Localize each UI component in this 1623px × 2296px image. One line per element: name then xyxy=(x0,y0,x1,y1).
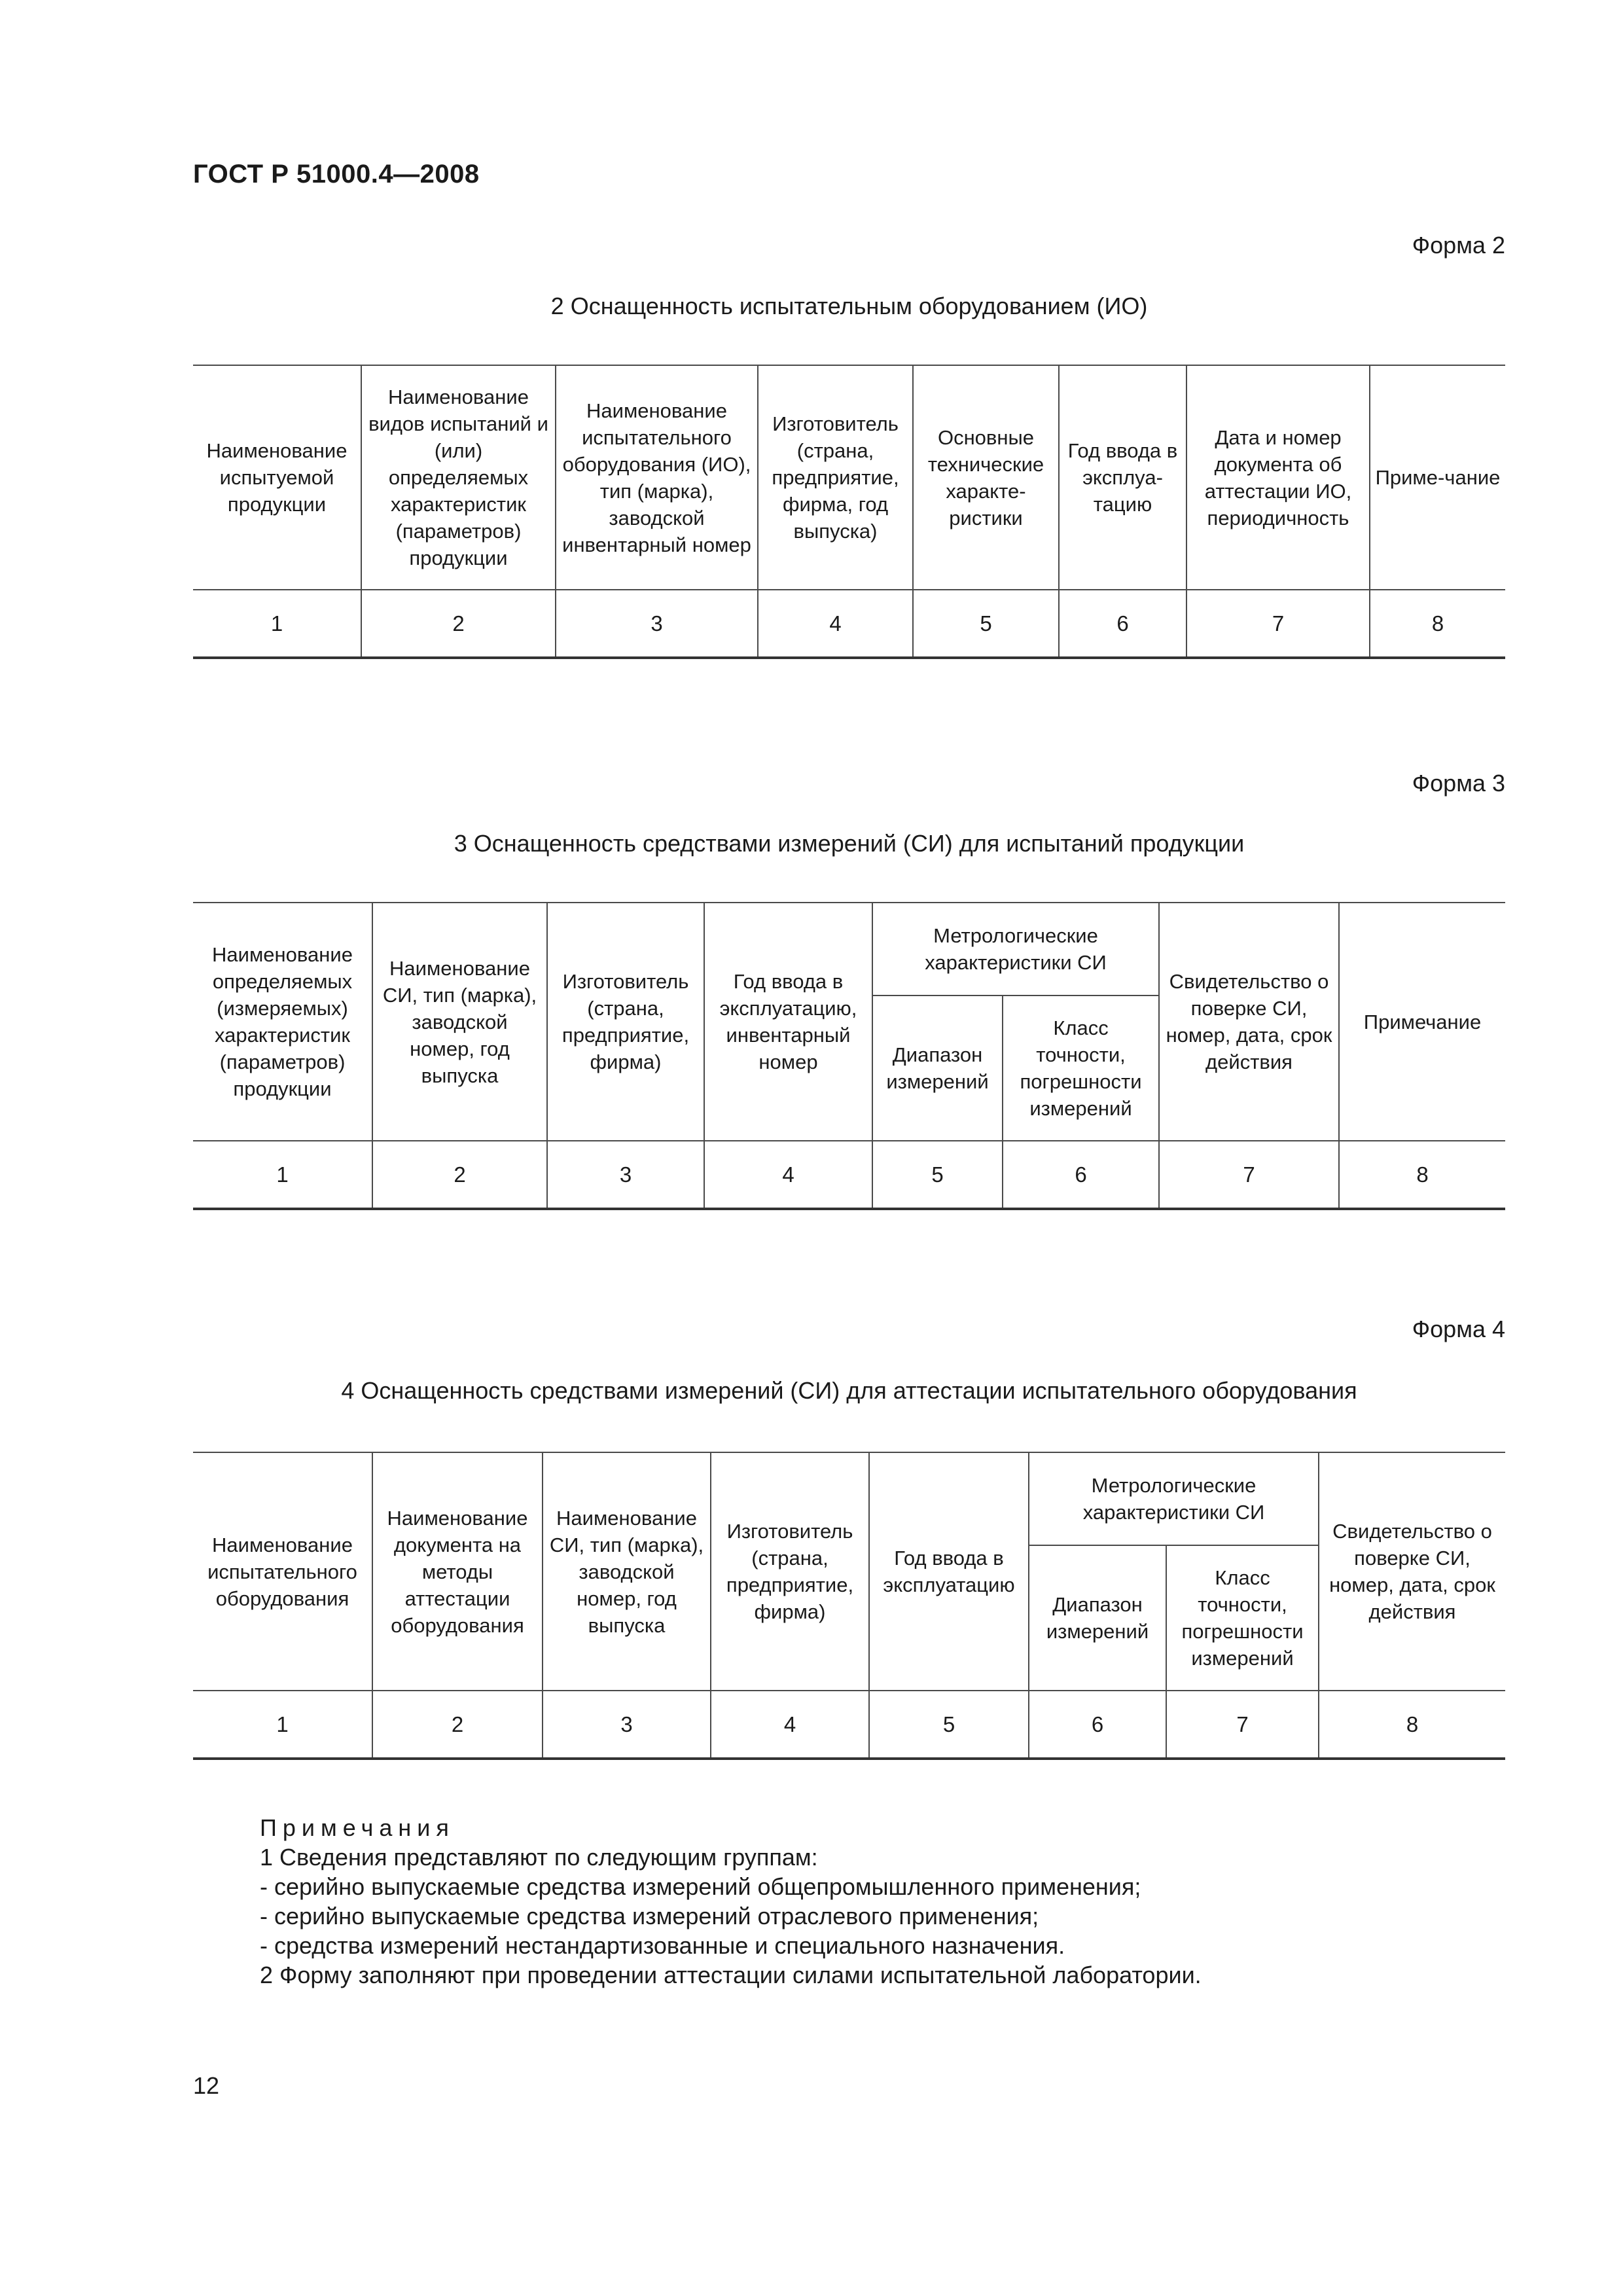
column-number: 3 xyxy=(547,1141,704,1209)
form-2-header-equipment: Наименование испытательного оборудования (ИО), тип (марка), заводской инвентарный номер xyxy=(556,365,758,590)
column-number: 5 xyxy=(872,1141,1003,1209)
form-4-header-verification: Свидетельство о поверке СИ, номер, дата, срок действия xyxy=(1319,1452,1505,1691)
note-line: - серийно выпускаемые средства измерений отраслевого применения; xyxy=(260,1903,1039,1929)
form-3-subheader-range: Диапазон измерений xyxy=(872,996,1003,1141)
form-4-header-instrument: Наименование СИ, тип (марка), заводской номер, год выпуска xyxy=(543,1452,711,1691)
form-4-number-row xyxy=(193,1691,1505,1759)
form-4-caption: 4 Оснащенность средствами измерений (СИ) для аттестации испытательного оборудования xyxy=(341,1377,1357,1404)
column-number: 6 xyxy=(1029,1691,1166,1759)
form-2-number-row xyxy=(193,590,1505,658)
form-4-header-equipment: Наименование испытательного оборудования xyxy=(193,1452,372,1691)
column-number: 3 xyxy=(543,1691,711,1759)
form-2-header-note: Приме-чание xyxy=(1370,365,1505,590)
column-number: 5 xyxy=(869,1691,1029,1759)
note-line: 2 Форму заполняют при проведении аттестации силами испытательной лаборатории. xyxy=(260,1962,1202,1988)
note-line: - серийно выпускаемые средства измерений общепромышленного применения; xyxy=(260,1873,1141,1900)
form-4-subheader-accuracy: Класс точности, погрешности измерений xyxy=(1166,1545,1319,1691)
form-2-header-test-types: Наименование видов испытаний и (или) определяемых характеристик (параметров) продукции xyxy=(361,365,556,590)
column-number: 1 xyxy=(193,590,361,658)
page-number: 12 xyxy=(193,2072,220,2099)
form-3-header-characteristics: Наименование определяемых (измеряемых) характеристик (параметров) продукции xyxy=(193,903,372,1141)
form-3-header-instrument: Наименование СИ, тип (марка), заводской номер, год выпуска xyxy=(372,903,547,1141)
form-4-header-manufacturer: Изготовитель (страна, предприятие, фирма) xyxy=(711,1452,869,1691)
column-number: 2 xyxy=(372,1141,547,1209)
form-3-header-metrology: Метрологические характеристики СИ xyxy=(872,903,1159,996)
form-3-table xyxy=(193,902,1505,1210)
notes-block xyxy=(260,1813,1202,1990)
form-4-label: Форма 4 xyxy=(1412,1316,1505,1342)
form-3-header-commission-year: Год ввода в эксплуатацию, инвентарный номер xyxy=(704,903,872,1141)
column-number: 7 xyxy=(1159,1141,1339,1209)
form-4-header-method-document: Наименование документа на методы аттестации оборудования xyxy=(372,1452,543,1691)
form-3-header-note: Примечание xyxy=(1339,903,1505,1141)
form-2-header-manufacturer: Изготовитель (страна, предприятие, фирма, год выпуска) xyxy=(758,365,913,590)
column-number: 7 xyxy=(1166,1691,1319,1759)
column-number: 8 xyxy=(1339,1141,1505,1209)
form-4-header-commission-year: Год ввода в эксплуатацию xyxy=(869,1452,1029,1691)
column-number: 8 xyxy=(1319,1691,1505,1759)
column-number: 1 xyxy=(193,1691,372,1759)
column-number: 6 xyxy=(1003,1141,1159,1209)
note-line: 1 Сведения представляют по следующим группам: xyxy=(260,1844,818,1871)
column-number: 7 xyxy=(1186,590,1370,658)
form-3-header-manufacturer: Изготовитель (страна, предприятие, фирма) xyxy=(547,903,704,1141)
column-number: 2 xyxy=(361,590,556,658)
form-4-table xyxy=(193,1452,1505,1760)
column-number: 5 xyxy=(913,590,1059,658)
form-3-caption: 3 Оснащенность средствами измерений (СИ) для испытаний продукции xyxy=(454,830,1245,857)
form-3-label: Форма 3 xyxy=(1412,770,1505,797)
document-code: ГОСТ Р 51000.4—2008 xyxy=(193,160,480,188)
column-number: 6 xyxy=(1059,590,1186,658)
form-4-subheader-range: Диапазон измерений xyxy=(1029,1545,1166,1691)
notes-title: Примечания xyxy=(260,1814,455,1841)
column-number: 4 xyxy=(711,1691,869,1759)
form-3-header-verification: Свидетельство о поверке СИ, номер, дата, срок действия xyxy=(1159,903,1339,1141)
column-number: 3 xyxy=(556,590,758,658)
column-number: 8 xyxy=(1370,590,1505,658)
form-2-label: Форма 2 xyxy=(1412,232,1505,259)
form-2-header-certification: Дата и номер документа об аттестации ИО, периодичность xyxy=(1186,365,1370,590)
column-number: 4 xyxy=(758,590,913,658)
form-4-header-metrology: Метрологические характеристики СИ xyxy=(1029,1452,1319,1545)
form-2-header-specs: Основные технические характе-ристики xyxy=(913,365,1059,590)
column-number: 4 xyxy=(704,1141,872,1209)
form-2-caption: 2 Оснащенность испытательным оборудованием (ИО) xyxy=(550,293,1148,319)
form-2-header-product: Наименование испытуемой продукции xyxy=(193,365,361,590)
form-3-number-row xyxy=(193,1141,1505,1209)
column-number: 1 xyxy=(193,1141,372,1209)
note-line: - средства измерений нестандартизованные и специального назначения. xyxy=(260,1932,1065,1959)
column-number: 2 xyxy=(372,1691,543,1759)
form-2-table xyxy=(193,365,1505,659)
form-3-subheader-accuracy: Класс точности, погрешности измерений xyxy=(1003,996,1159,1141)
form-2-header-commission-year: Год ввода в эксплуа-тацию xyxy=(1059,365,1186,590)
